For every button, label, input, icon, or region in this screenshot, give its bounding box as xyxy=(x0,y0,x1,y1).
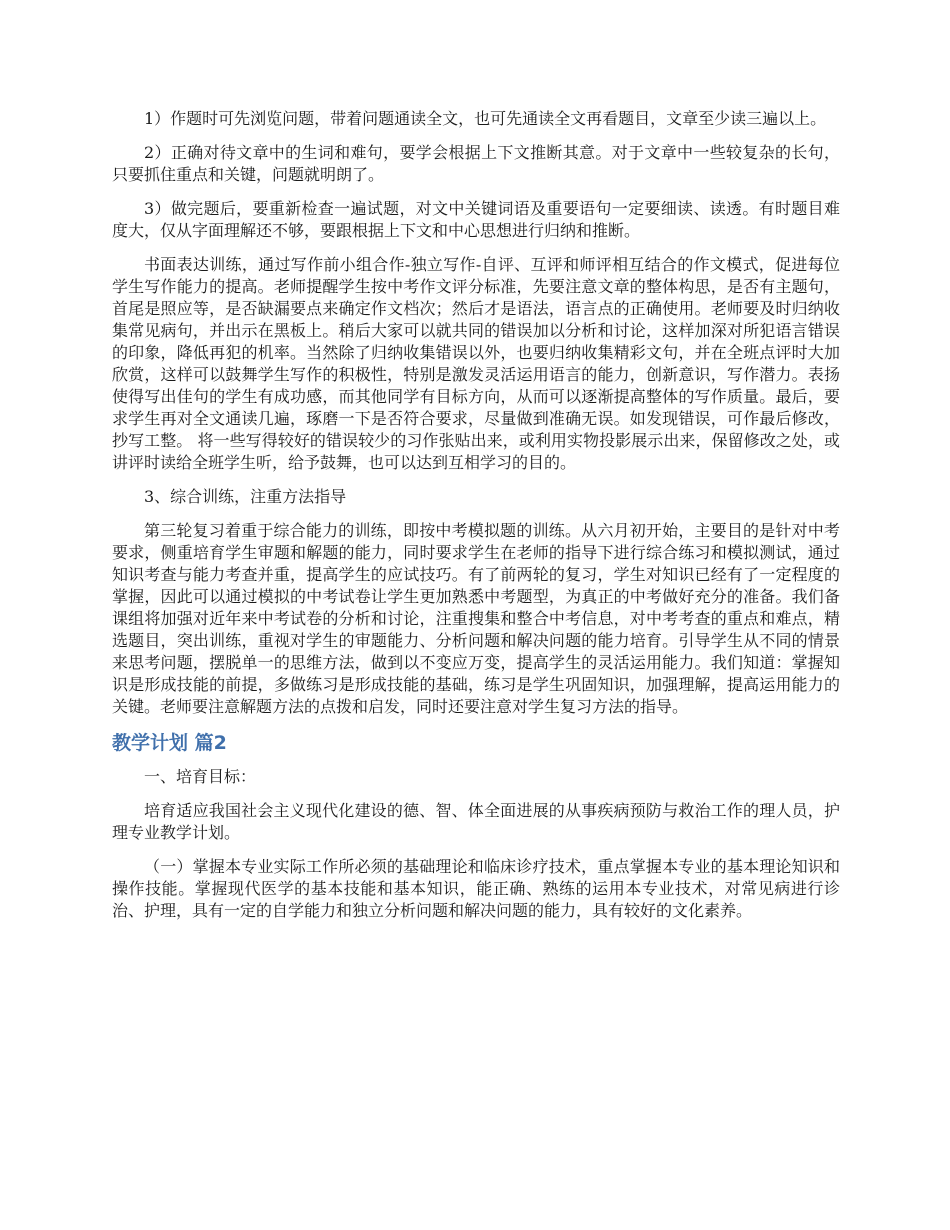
paragraph-writing-training: 书面表达训练，通过写作前小组合作-独立写作-自评、互评和师评相互结合的作文模式，促进每位学生写作能力的提高。老师提醒学生按中考作文评分标准，先要注意文章的整体构思，是否有主题句，首尾是照应等，是否缺漏要点来确定作文档次；然后才是语法，语言点的正确使用。老师要及时归纳收集常见病句，并出示在黑板上。稍后大家可以就共同的错误加以分析和讨论，这样加深对所犯语言错误的印象，降低再犯的机率。当然除了归纳收集错误以外，也要归纳收集精彩文句，并在全班点评时大加欣赏，这样可以鼓舞学生写作的积极性，特别是激发灵活运用语言的能力，创新意识，写作潜力。表扬使得写出佳句的学生有成功感，而其他同学有目标方向，从而可以逐渐提高整体的写作质量。最后，要求学生再对全文通读几遍，琢磨一下是否符合要求，尽量做到准确无误。如发现错误，可作最后修改，抄写工整。 将一些写得较好的错误较少的习作张贴出来，或利用实物投影展示出来，保留修改之处，或讲评时读给全班学生听，给予鼓舞，也可以达到互相学习的目的。 xyxy=(112,255,840,472)
paragraph-reading-tip-3: 3）做完题后，要重新检查一遍试题，对文中关键词语及重要语句一定要细读、读透。有时题目难度大，仅从字面理解还不够，要跟根据上下文和中心思想进行归纳和推断。 xyxy=(112,199,840,240)
paragraph-reading-tip-2: 2）正确对待文章中的生词和难句，要学会根据上下文推断其意。对于文章中一些较复杂的长句，只要抓住重点和关键，问题就明朗了。 xyxy=(112,143,840,184)
paragraph-goal-item-1: （一）掌握本专业实际工作所必须的基础理论和临床诊疗技术，重点掌握本专业的基本理论知识和操作技能。掌握现代医学的基本技能和基本知识，能正确、熟练的运用本专业技术，对常见病进行诊治、护理，具有一定的自学能力和独立分析问题和解决问题的能力，具有较好的文化素养。 xyxy=(112,857,840,920)
paragraph-goal-description: 培育适应我国社会主义现代化建设的德、智、体全面进展的从事疾病预防与救治工作的理人员，护理专业教学计划。 xyxy=(112,801,840,842)
section-heading: 教学计划 篇2 xyxy=(112,732,227,754)
paragraph-third-round-review: 第三轮复习着重于综合能力的训练，即按中考模拟题的训练。从六月初开始，主要目的是针对中考要求，侧重培育学生审题和解题的能力，同时要求学生在老师的指导下进行综合练习和模拟测试，通过知识考查与能力考查并重，提高学生的应试技巧。有了前两轮的复习，学生对知识已经有了一定程度的掌握，因此可以通过模拟的中考试卷让学生更加熟悉中考题型，为真正的中考做好充分的准备。我们备课组将加强对近年来中考试卷的分析和讨论，注重搜集和整合中考信息，对中考考查的重点和难点，精选题目，突出训练，重视对学生的审题能力、分析问题和解决问题的能力培育。引导学生从不同的情景来思考问题，摆脱单一的思维方法，做到以不变应万变，提高学生的灵活运用能力。我们知道：掌握知识是形成技能的前提，多做练习是形成技能的基础，练习是学生巩固知识，加强理解，提高运用能力的关键。老师要注意解题方法的点拨和启发，同时还要注意对学生复习方法的指导。 xyxy=(112,521,840,716)
document-page xyxy=(112,108,840,934)
paragraph-goal-title: 一、培育目标： xyxy=(144,767,257,786)
paragraph-reading-tip-1: 1）作题时可先浏览问题，带着问题通读全文，也可先通读全文再看题目，文章至少读三遍以上。 xyxy=(144,109,827,128)
paragraph-subheading-comprehensive: 3、综合训练，注重方法指导 xyxy=(144,487,347,506)
